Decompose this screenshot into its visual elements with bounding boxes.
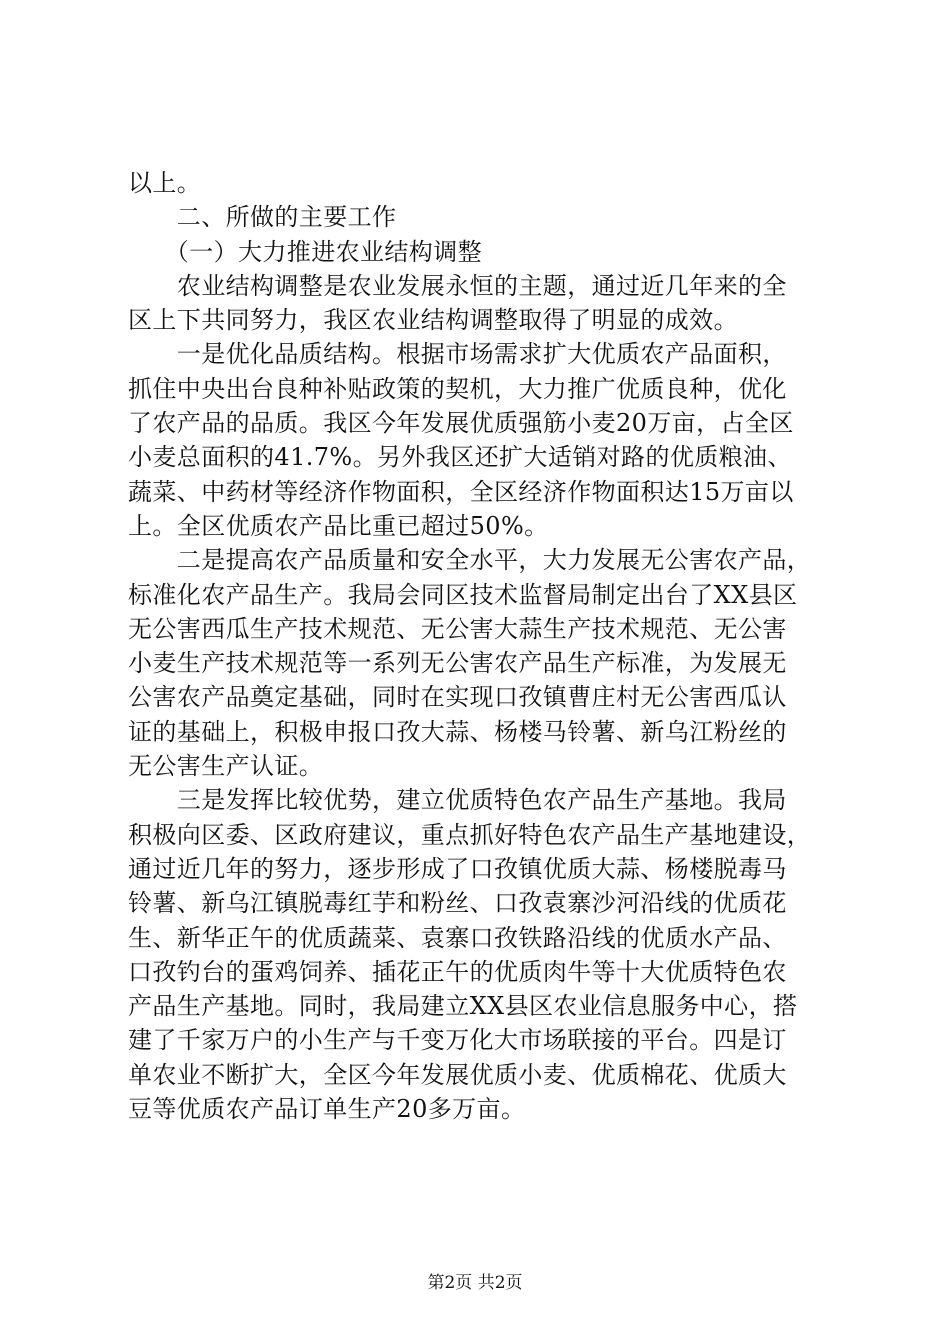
document-body — [128, 166, 828, 1126]
text-line: 三是发挥比较优势，建立优质特色农产品生产基地。我局 — [128, 786, 787, 815]
text-line: 抓住中央出台良种补贴政策的契机，大力推广优质良种，优化 — [128, 374, 787, 403]
text-line: 铃薯、新乌江镇脱毒红芋和粉丝、口孜袁寨沙河沿线的优质花 — [128, 889, 787, 918]
text-line: 蔬菜、中药材等经济作物面积，全区经济作物面积达15万亩以 — [128, 477, 794, 506]
text-line: 积极向区委、区政府建议，重点抓好特色农产品生产基地建设， — [128, 820, 812, 849]
text-line: 口孜钓台的蛋鸡饲养、插花正午的优质肉牛等十大优质特色农 — [128, 957, 787, 986]
text-line: 小麦生产技术规范等一系列无公害农产品生产标准，为发展无 — [128, 649, 787, 678]
text-line: 通过近几年的努力，逐步形成了口孜镇优质大蒜、杨楼脱毒马 — [128, 854, 787, 883]
text-line: 区上下共同努力，我区农业结构调整取得了明显的成效。 — [128, 306, 738, 335]
text-line: 生、新华正午的优质蔬菜、袁寨口孜铁路沿线的优质水产品、 — [128, 923, 787, 952]
subsection-heading: （一）大力推进农业结构调整 — [128, 237, 482, 266]
text-line: 标准化农产品生产。我局会同区技术监督局制定出台了XX县区 — [128, 580, 798, 609]
text-line: 以上。 — [128, 169, 202, 197]
text-line: 建了千家万户的小生产与千变万化大市场联接的平台。四是订 — [128, 1026, 787, 1055]
text-line: 农业结构调整是农业发展永恒的主题，通过近几年来的全 — [128, 271, 787, 300]
text-line: 产品生产基地。同时，我局建立XX县区农业信息服务中心，搭 — [128, 992, 798, 1021]
text-line: 上。全区优质农产品比重已超过50%。 — [128, 511, 549, 540]
text-line: 豆等优质农产品订单生产20多万亩。 — [128, 1095, 526, 1124]
text-line: 二是提高农产品质量和安全水平，大力发展无公害农产品， — [128, 546, 812, 575]
text-line: 单农业不断扩大，全区今年发展优质小麦、优质棉花、优质大 — [128, 1060, 787, 1089]
text-line: 了农产品的品质。我区今年发展优质强筋小麦20万亩，占全区 — [128, 409, 794, 438]
page-number-footer: 第2页 共2页 — [427, 1273, 523, 1293]
text-line: 无公害西瓜生产技术规范、无公害大蒜生产技术规范、无公害 — [128, 614, 787, 643]
text-line: 一是优化品质结构。根据市场需求扩大优质农产品面积， — [128, 340, 787, 369]
text-line: 证的基础上，积极申报口孜大蒜、杨楼马铃薯、新乌江粉丝的 — [128, 717, 787, 746]
section-heading: 二、所做的主要工作 — [128, 203, 397, 232]
text-line: 无公害生产认证。 — [128, 752, 324, 781]
text-line: 小麦总面积的41.7%。另外我区还扩大适销对路的优质粮油、 — [128, 443, 792, 472]
text-line: 公害农产品奠定基础，同时在实现口孜镇曹庄村无公害西瓜认 — [128, 683, 787, 712]
